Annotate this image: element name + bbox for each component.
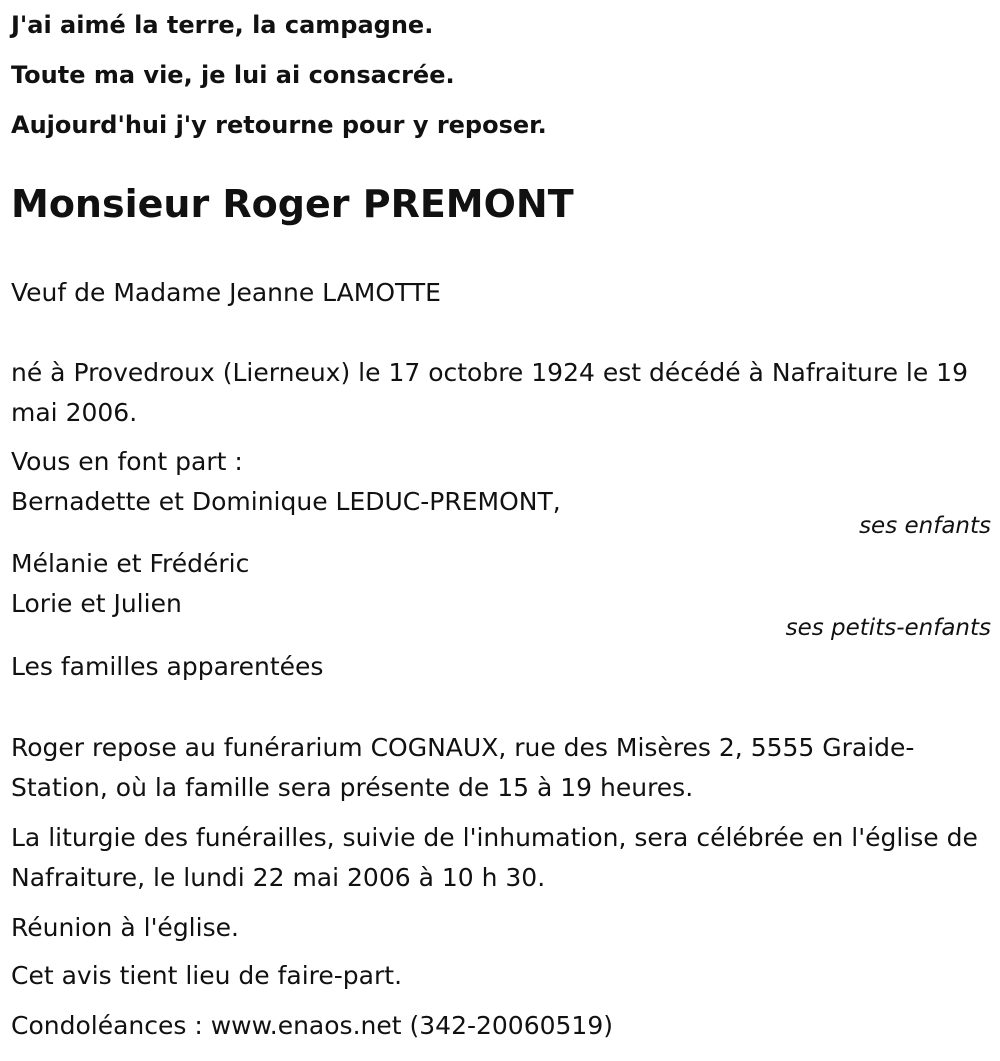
rest-paragraph: Roger repose au funérarium COGNAUX, rue des Misères 2, 5555 Graide-Station, où la famille sera présente de 15 à 19 heures. bbox=[11, 733, 915, 802]
family-intro: Vous en font part : bbox=[11, 447, 243, 476]
notice-line: Cet avis tient lieu de faire-part. bbox=[11, 961, 403, 990]
condolences-line: Condoléances : www.enaos.net (342-20060519) bbox=[11, 1011, 613, 1040]
quote-line-1: J'ai aimé la terre, la campagne. bbox=[11, 11, 434, 39]
liturgy-paragraph: La liturgie des funérailles, suivie de l'inhumation, sera célébrée en l'église de Nafraiture, le lundi 22 mai 2006 à 10 h 30. bbox=[11, 823, 978, 892]
relatives-line: Les familles apparentées bbox=[11, 652, 324, 681]
children-role: ses enfants bbox=[859, 513, 991, 539]
spouse-line: Veuf de Madame Jeanne LAMOTTE bbox=[11, 278, 441, 307]
grandchildren-role: ses petits-enfants bbox=[785, 615, 991, 641]
birth-death-paragraph: né à Provedroux (Lierneux) le 17 octobre 1924 est décédé à Nafraiture le 19 mai 2006. bbox=[11, 358, 968, 427]
grandchildren-names-1: Mélanie et Frédéric bbox=[11, 549, 250, 578]
children-names: Bernadette et Dominique LEDUC-PREMONT, bbox=[11, 487, 561, 516]
grandchildren-names-2: Lorie et Julien bbox=[11, 589, 182, 618]
quote-line-3: Aujourd'hui j'y retourne pour y reposer. bbox=[11, 111, 547, 139]
quote-line-2: Toute ma vie, je lui ai consacrée. bbox=[11, 61, 455, 89]
meeting-line: Réunion à l'église. bbox=[11, 913, 239, 942]
deceased-name: Monsieur Roger PREMONT bbox=[11, 182, 574, 226]
